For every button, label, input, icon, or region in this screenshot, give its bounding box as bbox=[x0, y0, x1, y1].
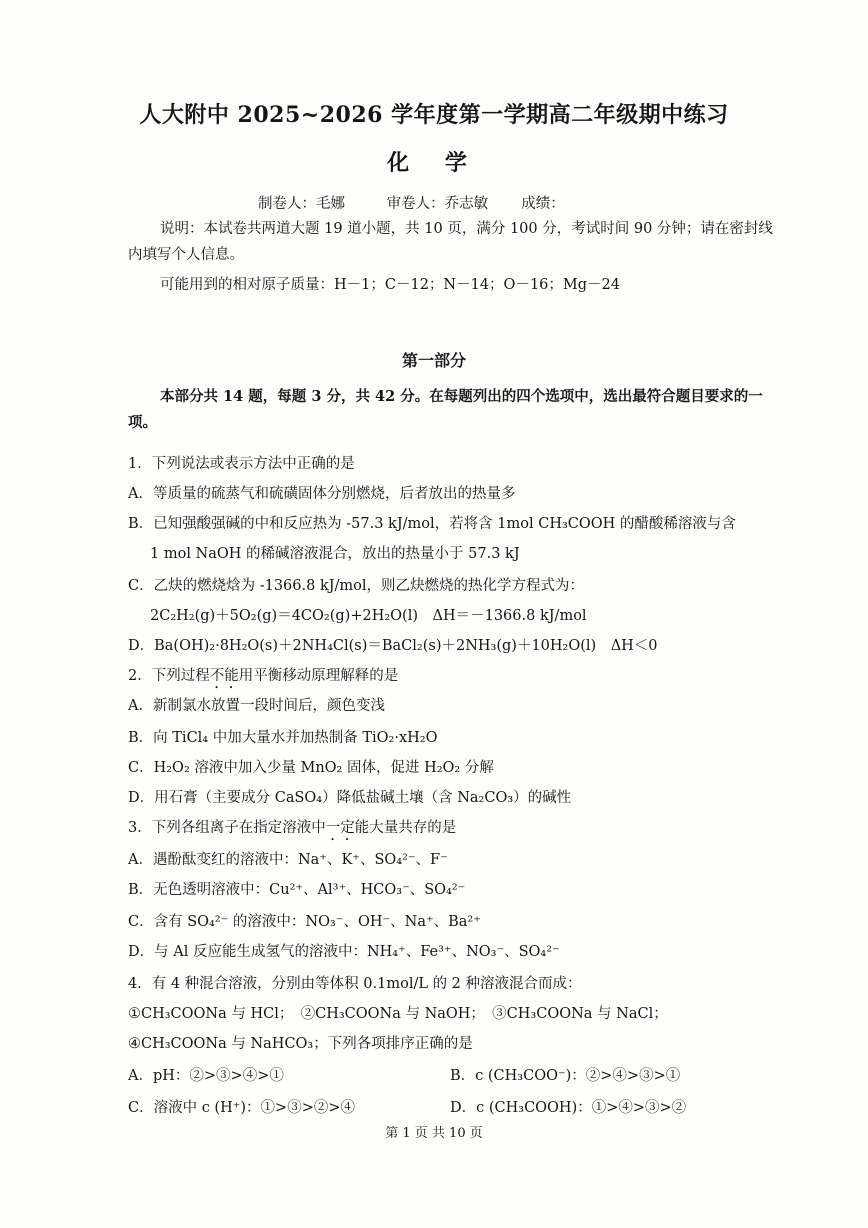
q3-option-b: B．无色透明溶液中：Cu²⁺、Al³⁺、HCO₃⁻、SO₄²⁻ bbox=[128, 882, 466, 898]
q4-option-b: B．c (CH₃COO⁻)：②>④>③>① bbox=[450, 1068, 681, 1084]
q1-option-a: A．等质量的硫蒸气和硫磺固体分别燃烧，后者放出的热量多 bbox=[128, 486, 516, 502]
q1-option-c-equation: 2C₂H₂(g)＋5O₂(g)＝4CO₂(g)+2H₂O(l) ΔH＝－1366.8 kJ/mol bbox=[150, 608, 587, 624]
maker-label: 制卷人：毛娜 bbox=[258, 196, 345, 212]
q1-option-d: D．Ba(OH)₂·8H₂O(s)＋2NH₄Cl(s)＝BaCl₂(s)＋2NH₃(g)＋10H₂O(l) ΔH＜0 bbox=[128, 638, 658, 654]
q3-stem bbox=[128, 816, 456, 844]
q1-stem: 1．下列说法或表示方法中正确的是 bbox=[128, 456, 355, 472]
q4-option-c: C．溶液中 c (H⁺)：①>③>②>④ bbox=[128, 1100, 355, 1116]
q4-option-a: A．pH：②>③>④>① bbox=[128, 1068, 284, 1084]
section-heading: 第一部分 bbox=[401, 351, 466, 370]
q2-option-d: D．用石膏（主要成分 CaSO₄）降低盐碱土壤（含 Na₂CO₃）的碱性 bbox=[128, 790, 572, 806]
q2-stem-post: 用平衡移动原理解释的是 bbox=[238, 668, 399, 684]
q3-stem-pre: 3．下列各组离子在指定溶液中 bbox=[128, 820, 326, 836]
q4-mixtures-line2: ④CH₃COONa 与 NaHCO₃；下列各项排序正确的是 bbox=[128, 1036, 473, 1052]
score-label: 成绩： bbox=[521, 196, 565, 212]
q4-mixtures-line1: ①CH₃COONa 与 HCl； ②CH₃COONa 与 NaOH； ③CH₃COONa 与 NaCl； bbox=[128, 1006, 668, 1022]
section-instruction: 本部分共 14 题，每题 3 分，共 42 分。在每题列出的四个选项中，选出最符合题目要求的一项。 bbox=[128, 388, 763, 431]
q1-option-b-line2: 1 mol NaOH 的稀碱溶液混合，放出的热量小于 57.3 kJ bbox=[150, 546, 520, 562]
q2-stem-emphasis: 不能 bbox=[209, 668, 239, 684]
exam-title: 人大附中 2025~2026 学年度第一学期高二年级期中练习 bbox=[139, 102, 729, 128]
q3-stem-post: 能大量共存的是 bbox=[354, 820, 457, 836]
exam-subject: 化 学 bbox=[387, 150, 481, 176]
q2-option-b: B．向 TiCl₄ 中加大量水并加热制备 TiO₂·xH₂O bbox=[128, 730, 438, 746]
q2-stem bbox=[128, 664, 398, 692]
q2-option-c: C．H₂O₂ 溶液中加入少量 MnO₂ 固体，促进 H₂O₂ 分解 bbox=[128, 760, 494, 776]
q4-option-d: D．c (CH₃COOH)：①>④>③>② bbox=[450, 1100, 687, 1116]
q3-option-a: A．遇酚酞变红的溶液中：Na⁺、K⁺、SO₄²⁻、F⁻ bbox=[128, 852, 448, 868]
q2-stem-pre: 2．下列过程 bbox=[128, 668, 210, 684]
q3-stem-emphasis: 一定 bbox=[325, 820, 355, 836]
page-footer: 第 1 页 共 10 页 bbox=[385, 1126, 483, 1141]
instructions-note: 说明：本试卷共两道大题 19 道小题，共 10 页，满分 100 分，考试时间 90 分钟；请在密封线内填写个人信息。 bbox=[128, 221, 773, 263]
q1-option-b-line1: B．已知强酸强碱的中和反应热为 -57.3 kJ/mol，若将含 1mol CH₃COOH 的醋酸稀溶液与含 bbox=[128, 516, 736, 532]
q3-option-c: C．含有 SO₄²⁻ 的溶液中：NO₃⁻、OH⁻、Na⁺、Ba²⁺ bbox=[128, 914, 481, 930]
exam-meta bbox=[258, 192, 565, 213]
atomic-masses: 可能用到的相对原子质量：H－1；C－12；N－14；O－16；Mg－24 bbox=[160, 277, 620, 293]
q2-option-a: A．新制氯水放置一段时间后，颜色变浅 bbox=[128, 698, 385, 714]
q3-option-d: D．与 Al 反应能生成氢气的溶液中：NH₄⁺、Fe³⁺、NO₃⁻、SO₄²⁻ bbox=[128, 944, 560, 960]
q4-stem: 4．有 4 种混合溶液，分别由等体积 0.1mol/L 的 2 种溶液混合而成： bbox=[128, 976, 582, 992]
reviewer-label: 审卷人：乔志敏 bbox=[386, 196, 489, 212]
q1-option-c-line1: C．乙炔的燃烧焓为 -1366.8 kJ/mol，则乙炔燃烧的热化学方程式为： bbox=[128, 578, 585, 594]
